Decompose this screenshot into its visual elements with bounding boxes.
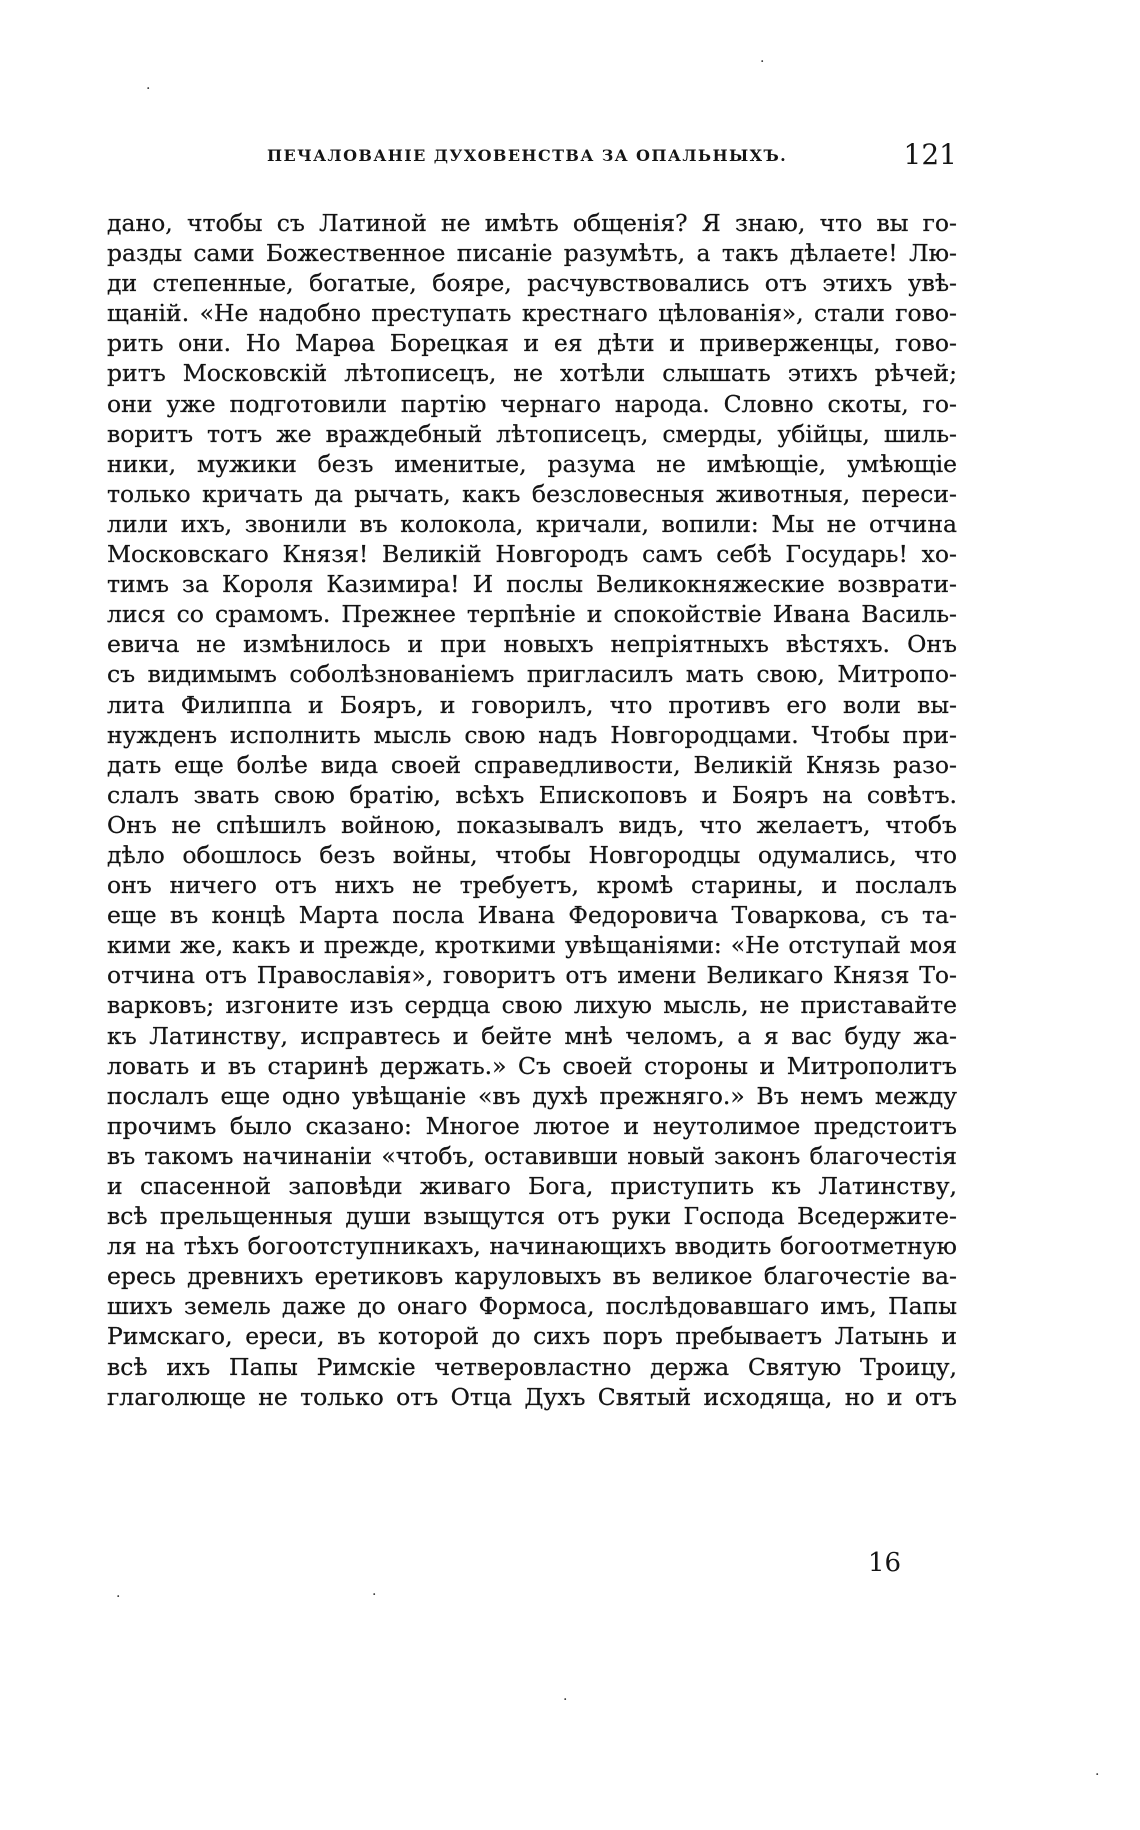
body-text <box>107 208 957 1412</box>
text-line-22: дѣло обошлось безъ войны, чтобы Новгородцы одумались, что <box>107 840 957 869</box>
text-line-18: нужденъ исполнить мысль свою надъ Новгородцами. Чтобы при- <box>107 720 957 749</box>
text-line-34: всѣ прельщенныя души взыщутся отъ руки Господа Вседержите- <box>107 1202 957 1231</box>
text-line-16: съ видимымъ соболѣзнованіемъ пригласилъ мать свою, Митропо- <box>107 660 957 689</box>
text-line-29: ловать и въ старинѣ держать.» Съ своей стороны и Митрополитъ <box>107 1051 957 1080</box>
signature-mark: 16 <box>868 1548 902 1578</box>
text-line-32: въ такомъ начинаніи «чтобъ, оставивши новый законъ благочестія <box>107 1141 957 1170</box>
text-line-4: щаній. «Не надобно преступать крестнаго цѣлованія», стали гово- <box>107 299 957 328</box>
text-line-13: тимъ за Короля Казимира! И послы Великокняжеские возврати- <box>107 570 957 599</box>
text-line-26: отчина отъ Православія», говоритъ отъ имени Великаго Князя То- <box>107 961 957 990</box>
print-speck: · <box>563 1692 568 1708</box>
text-line-17: лита Филиппа и Бояръ, и говорилъ, что противъ его воли вы- <box>107 690 957 719</box>
text-line-6: ритъ Московскій лѣтописецъ, не хотѣли слышать этихъ рѣчей; <box>107 359 957 388</box>
text-line-37: шихъ земель даже до онаго Формоса, послѣдовавшаго имъ, Папы <box>107 1292 957 1321</box>
text-line-27: варковъ; изгоните изъ сердца свою лихую мысль, не приставайте <box>107 991 957 1020</box>
print-speck: · <box>372 1587 377 1603</box>
text-line-3: ди степенные, богатые, бояре, расчувствовались отъ этихъ увѣ- <box>107 269 957 298</box>
text-line-8: воритъ тотъ же враждебный лѣтописецъ, смерды, убійцы, шиль- <box>107 419 957 448</box>
print-speck: · <box>116 1589 121 1605</box>
text-line-25: кими же, какъ и прежде, кроткими увѣщаніями: «Не отступай моя <box>107 931 957 960</box>
text-line-15: евича не измѣнилось и при новыхъ непріятныхъ вѣстяхъ. Онъ <box>107 630 957 659</box>
text-line-35: ля на тѣхъ богоотступникахъ, начинающихъ вводить богоотметную <box>107 1232 957 1261</box>
page-header <box>107 138 957 178</box>
text-line-24: еще въ концѣ Марта посла Ивана Федоровича Товаркова, съ та- <box>107 901 957 930</box>
text-line-11: лили ихъ, звонили въ колокола, кричали, вопили: Мы не отчина <box>107 509 957 538</box>
page-number: 121 <box>903 138 957 171</box>
print-speck: · <box>1095 1767 1100 1783</box>
text-line-20: слалъ звать свою братію, всѣхъ Епископовъ и Бояръ на совѣтъ. <box>107 780 957 809</box>
text-line-33: и спасенной заповѣди живаго Бога, приступить къ Латинству, <box>107 1172 957 1200</box>
text-line-9: ники, мужики безъ именитые, разума не имѣющіе, умѣющіе <box>107 449 957 478</box>
text-line-40: глаголюще не только отъ Отца Духъ Святый исходяща, но и отъ <box>107 1382 957 1411</box>
text-line-23: онъ ничего отъ нихъ не требуетъ, кромѣ старины, и послалъ <box>107 871 957 900</box>
text-line-38: Римскаго, ереси, въ которой до сихъ поръ пребываетъ Латынь и <box>107 1322 957 1351</box>
running-head: ПЕЧАЛОВАНІЕ ДУХОВЕНСТВА ЗА ОПАЛЬНЫХЪ. <box>267 146 788 165</box>
text-line-1: дано, чтобы съ Латиной не имѣть общенія? Я знаю, что вы го- <box>107 209 957 237</box>
text-line-30: послалъ еще одно увѣщаніе «въ духѣ прежняго.» Въ немъ между <box>107 1081 957 1110</box>
text-line-31: прочимъ было сказано: Многое лютое и неутолимое предстоитъ <box>107 1111 957 1140</box>
text-line-5: рить они. Но Марѳа Борецкая и ея дѣти и приверженцы, гово- <box>107 329 957 358</box>
text-line-12: Московскаго Князя! Великій Новгородъ самъ себѣ Государь! хо- <box>107 540 957 569</box>
text-line-28: къ Латинству, исправтесь и бейте мнѣ челомъ, а я вас буду жа- <box>107 1021 957 1050</box>
text-line-36: ересь древнихъ еретиковъ каруловыхъ въ великое благочестіе ва- <box>107 1262 957 1291</box>
text-line-2: разды сами Божественное писаніе разумѣть, а такъ дѣлаете! Лю- <box>107 239 957 268</box>
text-line-19: дать еще болѣе вида своей справедливости, Великій Князь разо- <box>107 750 957 779</box>
print-speck: · <box>146 81 151 97</box>
text-line-7: они уже подготовили партію чернаго народа. Словно скоты, го- <box>107 389 957 418</box>
text-line-21: Онъ не спѣшилъ войною, показывалъ видъ, что желаетъ, чтобъ <box>107 810 957 839</box>
text-line-10: только кричать да рычать, какъ безсловесныя животныя, переси- <box>107 479 957 508</box>
print-speck: · <box>760 54 765 70</box>
text-line-39: всѣ ихъ Папы Римскіе четверовластно держа Святую Троицу, <box>107 1352 957 1381</box>
text-line-14: лися со срамомъ. Прежнее терпѣніе и спокойствіе Ивана Василь- <box>107 600 957 629</box>
